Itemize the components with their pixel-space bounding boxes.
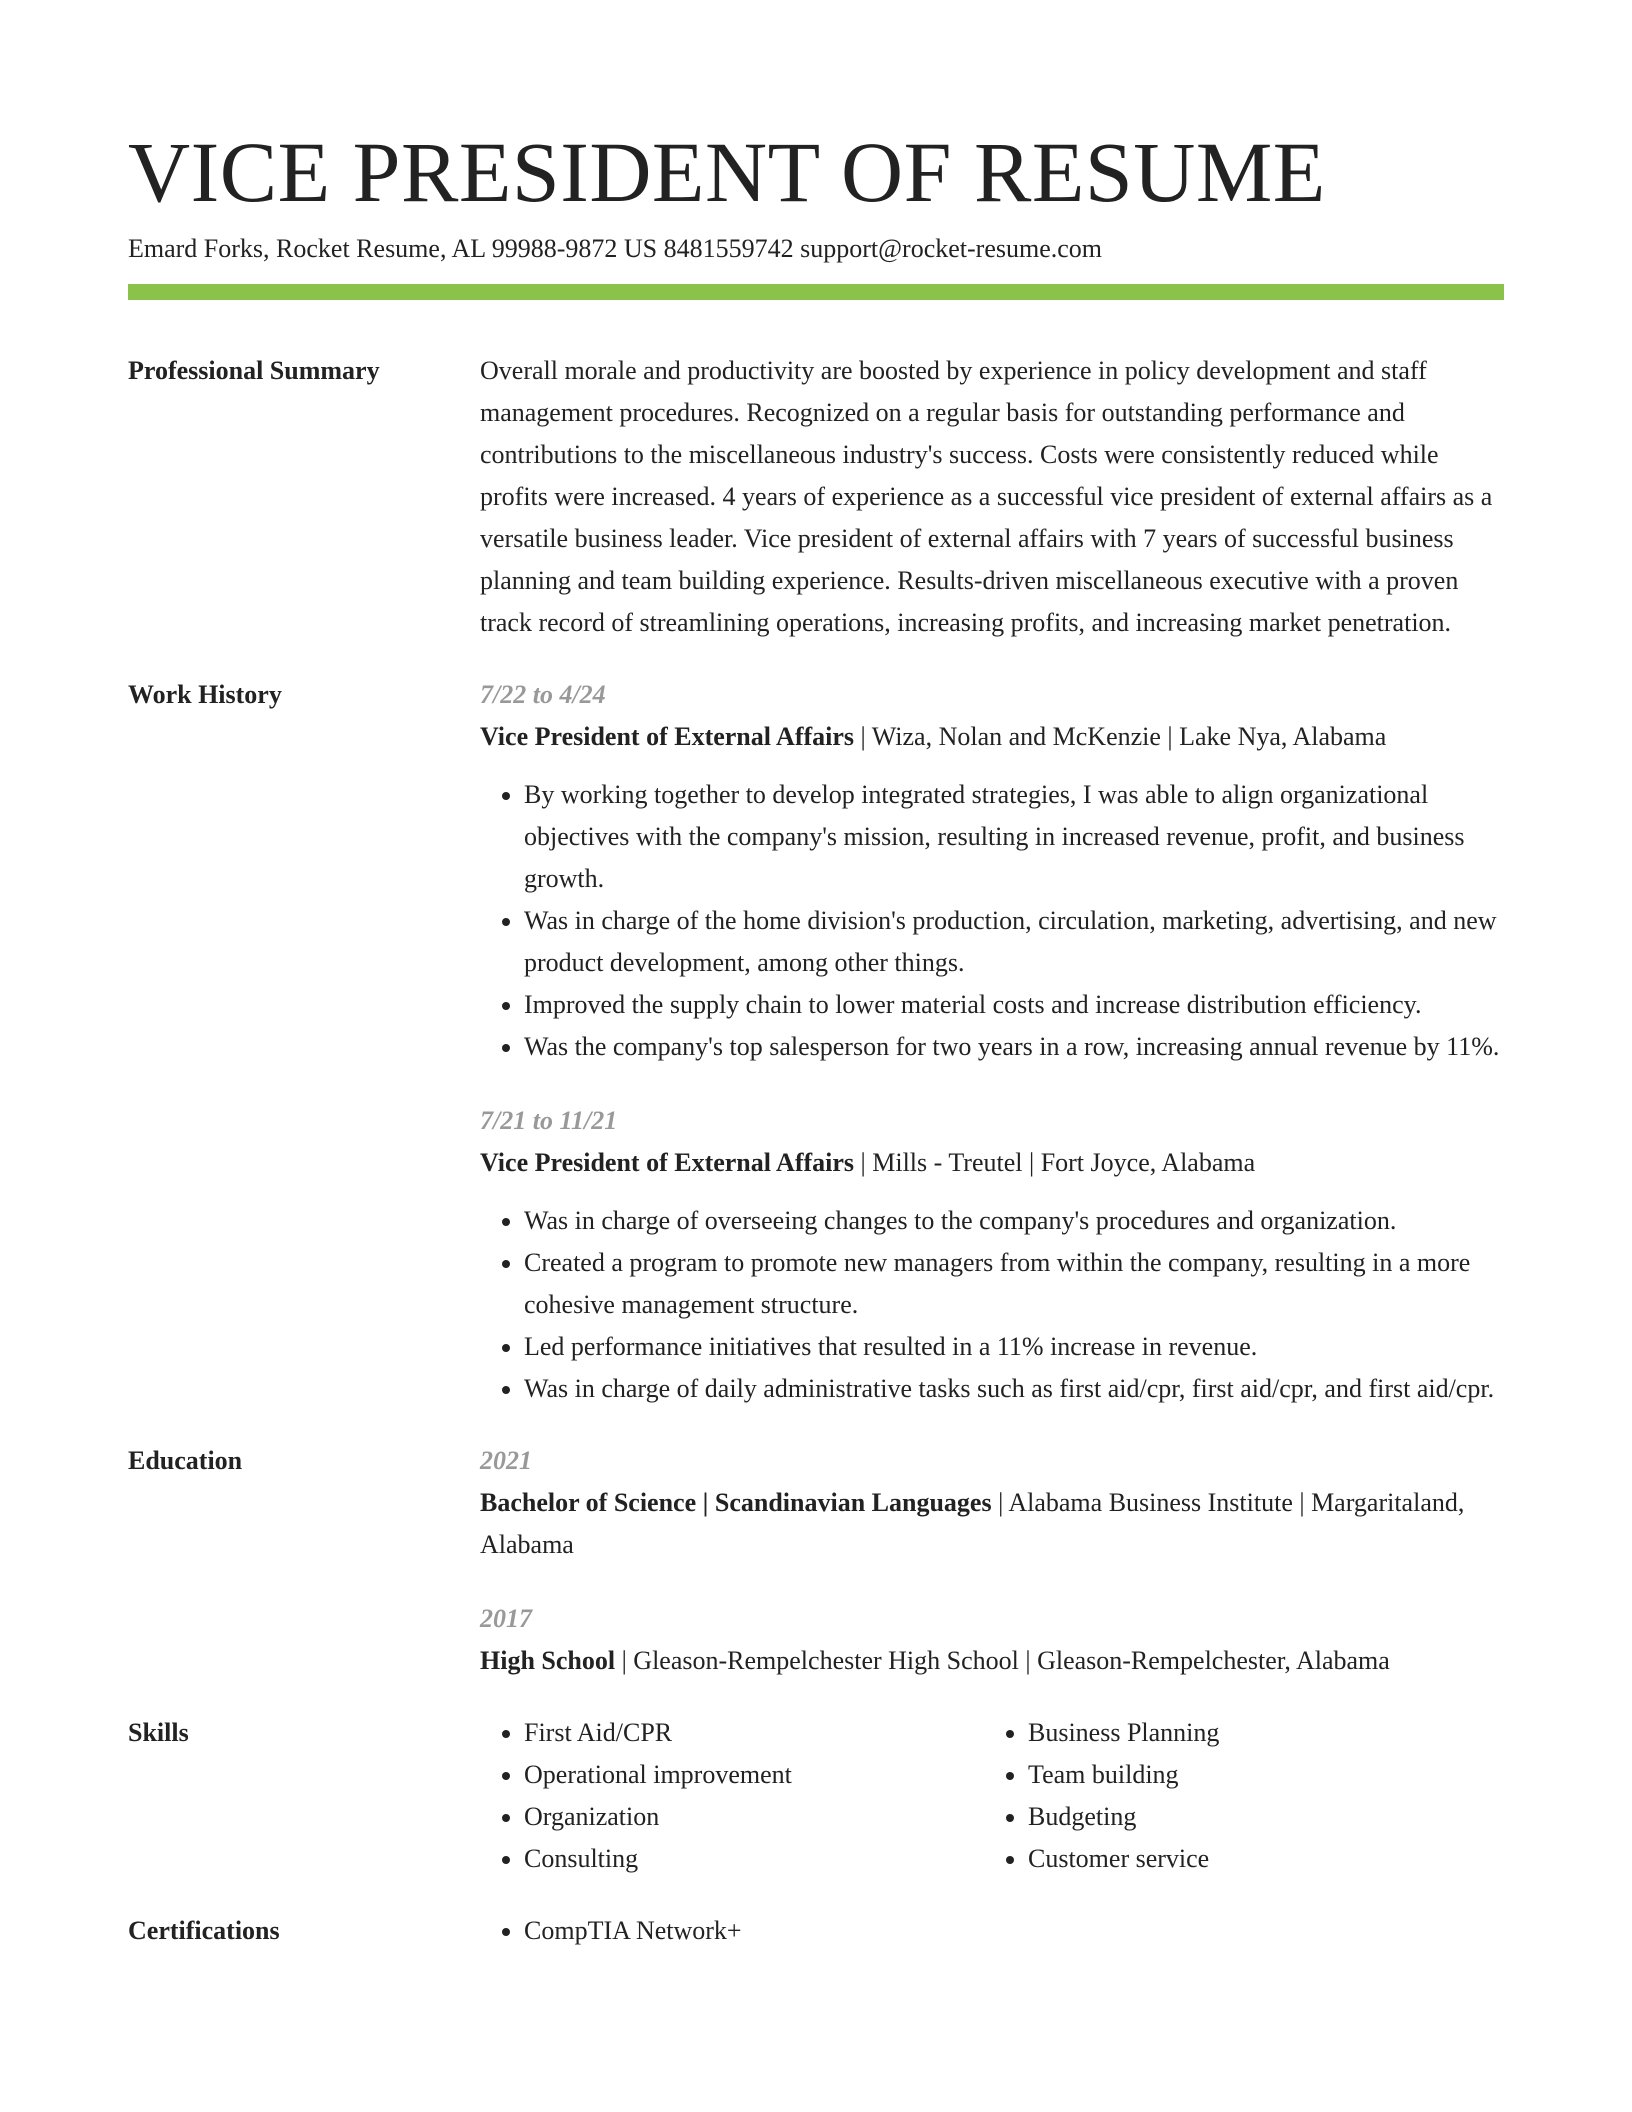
education-year: 2021 <box>480 1446 532 1475</box>
skill-item: • Budgeting <box>1028 1796 1488 1838</box>
job-dates: 7/22 to 4/24 <box>480 680 606 709</box>
contact-line: Emard Forks, Rocket Resume, AL 99988-9872 US 8481559742 support@rocket-resume.com <box>128 234 1103 263</box>
job-bullet: • Created a program to promote new managers from within the company, resulting in a more cohesive management structure. <box>524 1242 1504 1326</box>
section-label-work-history: Work History <box>128 680 282 709</box>
skills-column-right <box>984 1712 1488 1880</box>
job-bullets <box>480 774 1504 1068</box>
skills-column-left <box>480 1712 984 1880</box>
certifications-list <box>480 1910 1504 1952</box>
section-label-summary: Professional Summary <box>128 356 380 385</box>
education-section <box>128 1440 1504 1682</box>
certification-item: • CompTIA Network+ <box>524 1910 1504 1952</box>
summary-text: Overall morale and productivity are boosted by experience in policy development and staff management procedures. Recognized on a regular basis for outstanding performance and contributions to the miscellaneous industry's success. Costs were consistently reduced while profits were increased. 4 years of experience as a successful vice president of external affairs as a versatile business leader. Vice president of external affairs with 7 years of successful business planning and team building experience. Results-driven miscellaneous executive with a proven track record of streamlining operations, increasing profits, and increasing market penetration. <box>480 356 1493 637</box>
education-entry <box>480 1440 1504 1566</box>
education-details: | Gleason-Rempelchester High School | Gleason-Rempelchester, Alabama <box>615 1646 1390 1675</box>
job-title: Vice President of External Affairs <box>480 722 855 751</box>
job-title: Vice President of External Affairs <box>480 1148 855 1177</box>
resume-page <box>128 0 1504 1952</box>
education-heading <box>480 1640 1504 1682</box>
skill-item: • Organization <box>524 1796 984 1838</box>
job-bullets <box>480 1200 1504 1410</box>
job-bullet: • Improved the supply chain to lower material costs and increase distribution efficiency. <box>524 984 1504 1026</box>
skill-item: • Customer service <box>1028 1838 1488 1880</box>
section-label-certifications: Certifications <box>128 1916 280 1945</box>
work-history-section <box>128 674 1504 1410</box>
skill-item: • Consulting <box>524 1838 984 1880</box>
skills-grid <box>480 1712 1504 1880</box>
certifications-section <box>128 1910 1504 1952</box>
job-heading <box>480 1142 1504 1184</box>
education-year: 2017 <box>480 1604 532 1633</box>
section-label-skills: Skills <box>128 1718 189 1747</box>
job-dates: 7/21 to 11/21 <box>480 1106 618 1135</box>
job-details: | Wiza, Nolan and McKenzie | Lake Nya, Alabama <box>854 722 1387 751</box>
job-bullet: • Was the company's top salesperson for two years in a row, increasing annual revenue by 11%. <box>524 1026 1504 1068</box>
skills-section <box>128 1712 1504 1880</box>
job-bullet: • Was in charge of daily administrative tasks such as first aid/cpr, first aid/cpr, and first aid/cpr. <box>524 1368 1504 1410</box>
job-heading <box>480 716 1504 758</box>
job-bullet: • Led performance initiatives that resulted in a 11% increase in revenue. <box>524 1326 1504 1368</box>
resume-title: VICE PRESIDENT OF RESUME <box>128 124 1326 220</box>
skill-item: • Operational improvement <box>524 1754 984 1796</box>
education-details: | Alabama Business Institute | Margaritaland, Alabama <box>480 1488 1465 1559</box>
skill-item: • Team building <box>1028 1754 1488 1796</box>
skill-item: • Business Planning <box>1028 1712 1488 1754</box>
education-heading <box>480 1482 1504 1566</box>
job-entry <box>480 674 1504 1068</box>
job-details: | Mills - Treutel | Fort Joyce, Alabama <box>854 1148 1256 1177</box>
job-bullet: • By working together to develop integrated strategies, I was able to align organizational objectives with the company's mission, resulting in increased revenue, profit, and business growth. <box>524 774 1504 900</box>
education-degree: High School <box>480 1646 616 1675</box>
summary-section <box>128 350 1504 644</box>
job-bullet: • Was in charge of the home division's production, circulation, marketing, advertising, and new product development, among other things. <box>524 900 1504 984</box>
skill-item: • First Aid/CPR <box>524 1712 984 1754</box>
education-entry <box>480 1598 1504 1682</box>
accent-divider <box>128 284 1504 300</box>
section-label-education: Education <box>128 1446 243 1475</box>
education-degree: Bachelor of Science | Scandinavian Languages <box>480 1488 992 1517</box>
job-bullet: • Was in charge of overseeing changes to the company's procedures and organization. <box>524 1200 1504 1242</box>
job-entry <box>480 1100 1504 1410</box>
